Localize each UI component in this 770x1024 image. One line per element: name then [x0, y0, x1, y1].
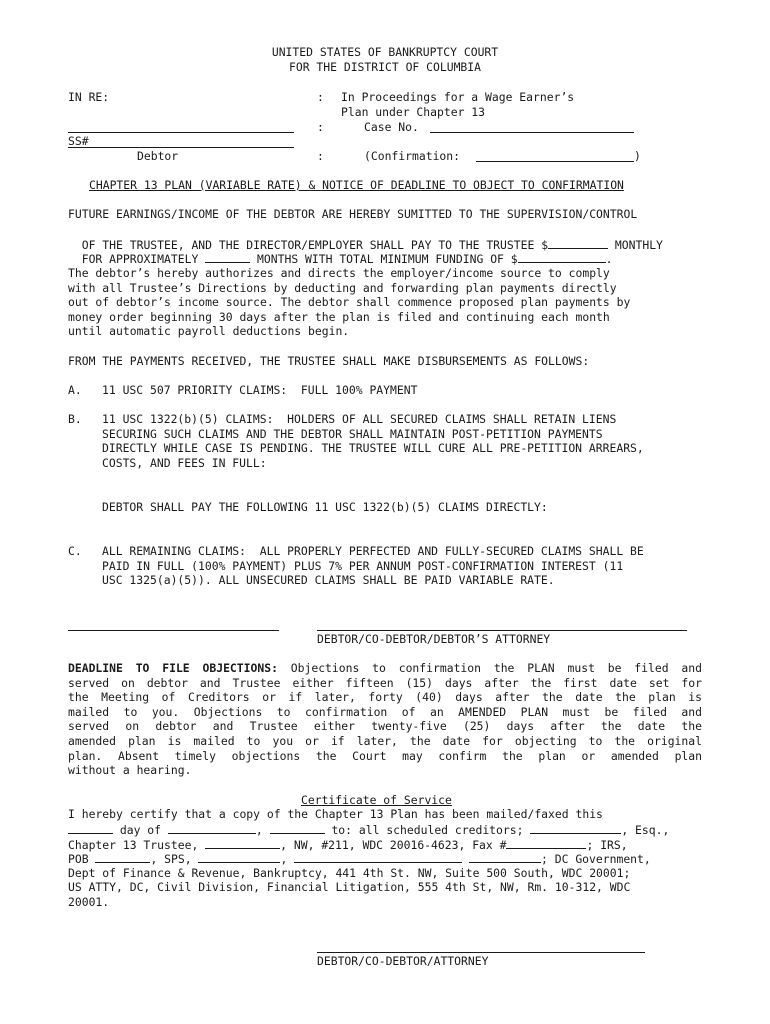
- deadline-line: plan. Absent timely objections the Court may confirm the plan or amended plan: [68, 749, 702, 763]
- item-b-line: COSTS, AND FEES IN FULL:: [102, 456, 267, 470]
- irs-label: ; IRS,: [586, 838, 628, 852]
- certificate-line6: US ATTY, DC, Civil Division, Financial Litigation, 555 4th St, NW, Rm. 10-312, WDC: [68, 880, 631, 894]
- deadline-line: mailed to you. Objections to confirmation of an AMENDED PLAN must be filed and: [68, 705, 702, 719]
- certificate-line5: Dept of Finance & Revenue, Bankruptcy, 441 4th St. NW, Suite 500 South, WDC 20001;: [68, 866, 631, 880]
- pob-field[interactable]: [95, 851, 150, 863]
- confirmation-label: (Confirmation:: [364, 149, 461, 163]
- debtor-label: Debtor: [137, 149, 179, 163]
- deadline-heading: DEADLINE TO FILE OBJECTIONS:: [68, 661, 278, 675]
- item-b-direct-claims: DEBTOR SHALL PAY THE FOLLOWING 11 USC 1322(b)(5) CLAIMS DIRECTLY:: [102, 500, 548, 514]
- future-earnings-line3: [68, 236, 613, 266]
- authorize-line: with all Trustee’s Directions by deducting and forwarding plan payments directly: [68, 281, 617, 295]
- authorize-line: until automatic payroll deductions begin.: [68, 324, 350, 338]
- future-earnings-line1: FUTURE EARNINGS/INCOME OF THE DEBTOR ARE HEREBY SUMITTED TO THE SUPERVISION/CONTROL: [68, 207, 638, 221]
- day-field[interactable]: [68, 822, 113, 834]
- authorize-line: The debtor’s hereby authorizes and directs the employer/income source to comply: [68, 266, 610, 280]
- item-c-line: PAID IN FULL (100% PAYMENT) PLUS 7% PER ANNUM POST-CONFIRMATION INTEREST (11: [102, 559, 624, 573]
- confirmation-date-field[interactable]: [476, 161, 634, 162]
- irs-zip-field[interactable]: [469, 851, 541, 863]
- certificate-signature-label: DEBTOR/CO-DEBTOR/ATTORNEY: [317, 954, 489, 968]
- signature-line[interactable]: [317, 630, 687, 631]
- signature-label: DEBTOR/CO-DEBTOR/DEBTOR’S ATTORNEY: [317, 632, 551, 646]
- ss-label: SS#: [68, 134, 89, 148]
- deadline-last-line: without a hearing.: [68, 763, 192, 777]
- irs-address-field[interactable]: [294, 851, 462, 863]
- deadline-line: the Meeting of Creditors or if later, forty (40) days after the date the plan is: [68, 690, 702, 704]
- day-of-label: day of: [119, 823, 162, 837]
- deadline-text: Objections to confirmation the PLAN must be filed and: [290, 661, 702, 675]
- approximately-label: FOR APPROXIMATELY: [81, 251, 199, 266]
- pob-label: POB: [68, 852, 89, 866]
- case-no-field[interactable]: [430, 132, 634, 133]
- certificate-title: Certificate of Service: [301, 793, 452, 807]
- confirmation-close: ): [634, 149, 641, 163]
- future-earnings-text: OF THE TRUSTEE, AND THE DIRECTOR/EMPLOYER SHALL PAY TO THE TRUSTEE $: [81, 237, 549, 252]
- item-b-letter: B.: [68, 412, 82, 426]
- attorney-name-field[interactable]: [530, 822, 621, 834]
- month-field[interactable]: [168, 822, 256, 834]
- item-c-line: USC 1325(a)(5)). ALL UNSECURED CLAIMS SHALL BE PAID VARIABLE RATE.: [102, 573, 555, 587]
- signature-date-line[interactable]: [68, 630, 279, 631]
- authorize-line: out of debtor’s income source. The debtor shall commence proposed plan payments by: [68, 295, 631, 309]
- case-no-label: Case No.: [364, 120, 419, 134]
- esq-label: , Esq.,: [621, 823, 670, 837]
- trustee-address: , NW, #211, WDC 20016-4623, Fax #: [280, 838, 507, 852]
- certificate-line7: 20001.: [68, 895, 110, 909]
- trustee-label: Chapter 13 Trustee,: [68, 838, 199, 852]
- item-b-line: 11 USC 1322(b)(5) CLAIMS: HOLDERS OF ALL SECURED CLAIMS SHALL RETAIN LIENS: [102, 412, 617, 426]
- funding-label: MONTHS WITH TOTAL MINIMUM FUNDING OF $: [257, 251, 518, 266]
- deadline-line: served on debtor and Trustee either twenty-five (25) days after the date the: [68, 719, 702, 733]
- trustee-address-field[interactable]: [205, 837, 280, 849]
- caption-colon: :: [317, 90, 324, 104]
- ss-field[interactable]: [68, 147, 294, 148]
- item-b-line: SECURING SUCH CLAIMS AND THE DEBTOR SHALL MAINTAIN POST-PETITION PAYMENTS: [102, 427, 603, 441]
- sps-label: , SPS,: [150, 852, 192, 866]
- deadline-line: served on debtor and Trustee either fifteen (15) days after the first date set for: [68, 676, 702, 690]
- deadline-first-line: [68, 661, 702, 676]
- caption-colon: :: [317, 120, 324, 134]
- proceedings-line2: Plan under Chapter 13: [341, 105, 486, 119]
- months-field[interactable]: [205, 251, 250, 263]
- plan-title: CHAPTER 13 PLAN (VARIABLE RATE) & NOTICE OF DEADLINE TO OBJECT TO CONFIRMATION: [89, 178, 624, 192]
- item-b-line: DIRECTLY WHILE CASE IS PENDING. THE TRUSTEE WILL CURE ALL PRE-PETITION ARREARS,: [102, 441, 644, 455]
- certificate-signature-line[interactable]: [317, 952, 645, 953]
- caption-colon: :: [317, 149, 324, 163]
- dc-government-label: ; DC Government,: [541, 852, 651, 866]
- court-district: FOR THE DISTRICT OF COLUMBIA: [288, 60, 482, 74]
- item-a-letter: A.: [68, 383, 82, 397]
- disbursements-intro: FROM THE PAYMENTS RECEIVED, THE TRUSTEE SHALL MAKE DISBURSEMENTS AS FOLLOWS:: [68, 354, 590, 368]
- certificate-line4: [68, 851, 651, 867]
- fax-field[interactable]: [506, 837, 586, 849]
- total-funding-field[interactable]: [518, 251, 606, 263]
- in-re-label: IN RE:: [68, 90, 110, 104]
- court-name: UNITED STATES OF BANKRUPTCY COURT: [271, 45, 499, 59]
- item-a-text: 11 USC 507 PRIORITY CLAIMS: FULL 100% PAYMENT: [102, 383, 418, 397]
- comma: ,: [255, 823, 263, 837]
- certificate-line2: [68, 822, 669, 838]
- deadline-line: amended plan is mailed to you or if later, the date for objecting to the original: [68, 734, 702, 748]
- item-c-letter: C.: [68, 544, 82, 558]
- year-field[interactable]: [270, 822, 325, 834]
- proceedings-line1: In Proceedings for a Wage Earner’s: [341, 90, 575, 104]
- monthly-label: MONTHLY: [614, 237, 663, 252]
- creditors-label: to: all scheduled creditors;: [331, 823, 524, 837]
- debtor-name-line[interactable]: [68, 132, 294, 133]
- item-c-line: ALL REMAINING CLAIMS: ALL PROPERLY PERFECTED AND FULLY-SECURED CLAIMS SHALL BE: [102, 544, 644, 558]
- certificate-line1: I hereby certify that a copy of the Chapter 13 Plan has been mailed/faxed this: [68, 807, 603, 821]
- sps-field[interactable]: [198, 851, 280, 863]
- comma: ,: [280, 852, 288, 866]
- period: .: [605, 251, 613, 266]
- authorize-line: money order beginning 30 days after the plan is filed and continuing each month: [68, 310, 610, 324]
